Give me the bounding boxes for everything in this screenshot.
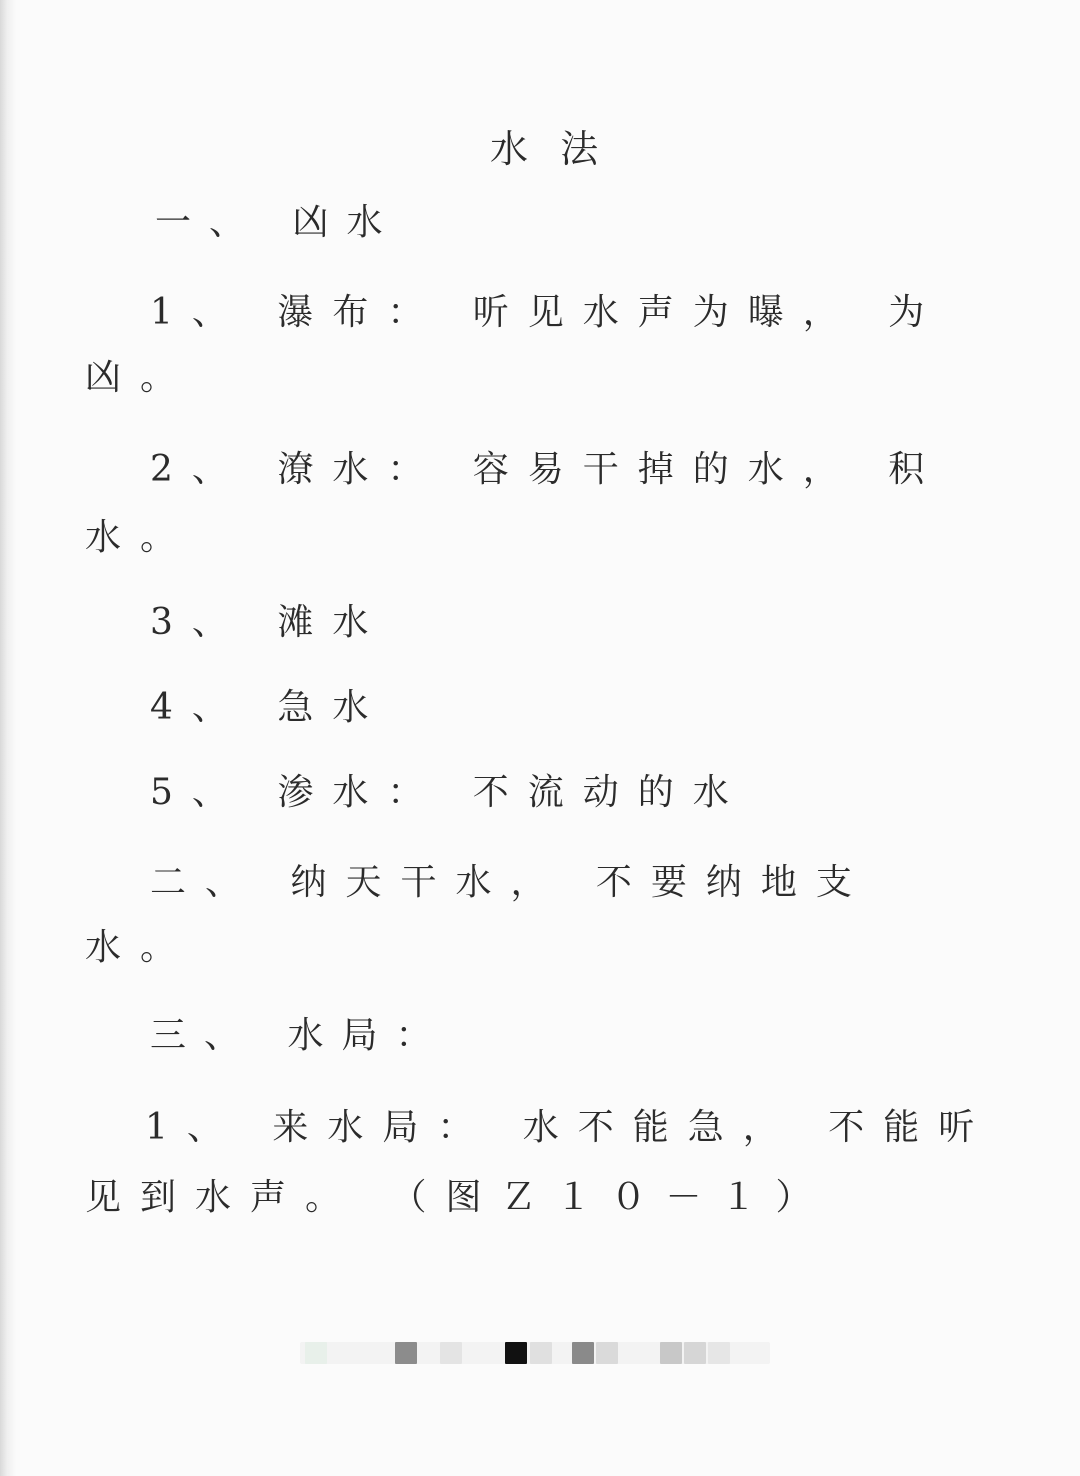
obscured-mark-8 <box>660 1342 682 1364</box>
obscured-mark-6 <box>572 1342 594 1364</box>
section-1-item-4: 4、 急水 <box>150 687 388 728</box>
section-2-line-1: 二、 纳天干水， 不要纳地支 <box>150 862 871 903</box>
page-title: 水 法 <box>490 127 609 171</box>
obscured-mark-3 <box>440 1342 462 1364</box>
section-1-item-2-line-2: 水。 <box>85 517 196 558</box>
section-3-item-1-line-1: 1、 来水局： 水不能急， 不能听 <box>145 1107 994 1148</box>
obscured-mark-4 <box>505 1342 527 1364</box>
section-3-item-1-line-2: 见到水声。 （图Ｚ１０－１） <box>85 1177 831 1218</box>
section-2-line-2: 水。 <box>85 927 196 968</box>
obscured-mark-2 <box>395 1342 417 1364</box>
obscured-mark-1 <box>305 1342 327 1364</box>
section-1-item-2-line-1: 2、 潦水： 容易干掉的水， 积 <box>150 449 944 490</box>
obscured-mark-7 <box>596 1342 618 1364</box>
obscured-mark-10 <box>708 1342 730 1364</box>
section-1-item-1-line-2: 凶。 <box>85 357 196 398</box>
section-1-item-3: 3、 滩水 <box>150 602 388 643</box>
obscured-mark-9 <box>684 1342 706 1364</box>
section-1-item-1-line-1: 1、 瀑布： 听见水声为曝， 为 <box>150 292 944 333</box>
section-1-item-5: 5、 渗水： 不流动的水 <box>150 772 748 813</box>
scan-left-edge <box>0 0 16 1476</box>
obscured-mark-5 <box>530 1342 552 1364</box>
section-1-heading: 一、 凶水 <box>155 202 401 243</box>
section-3-heading: 三、 水局： <box>150 1015 450 1056</box>
